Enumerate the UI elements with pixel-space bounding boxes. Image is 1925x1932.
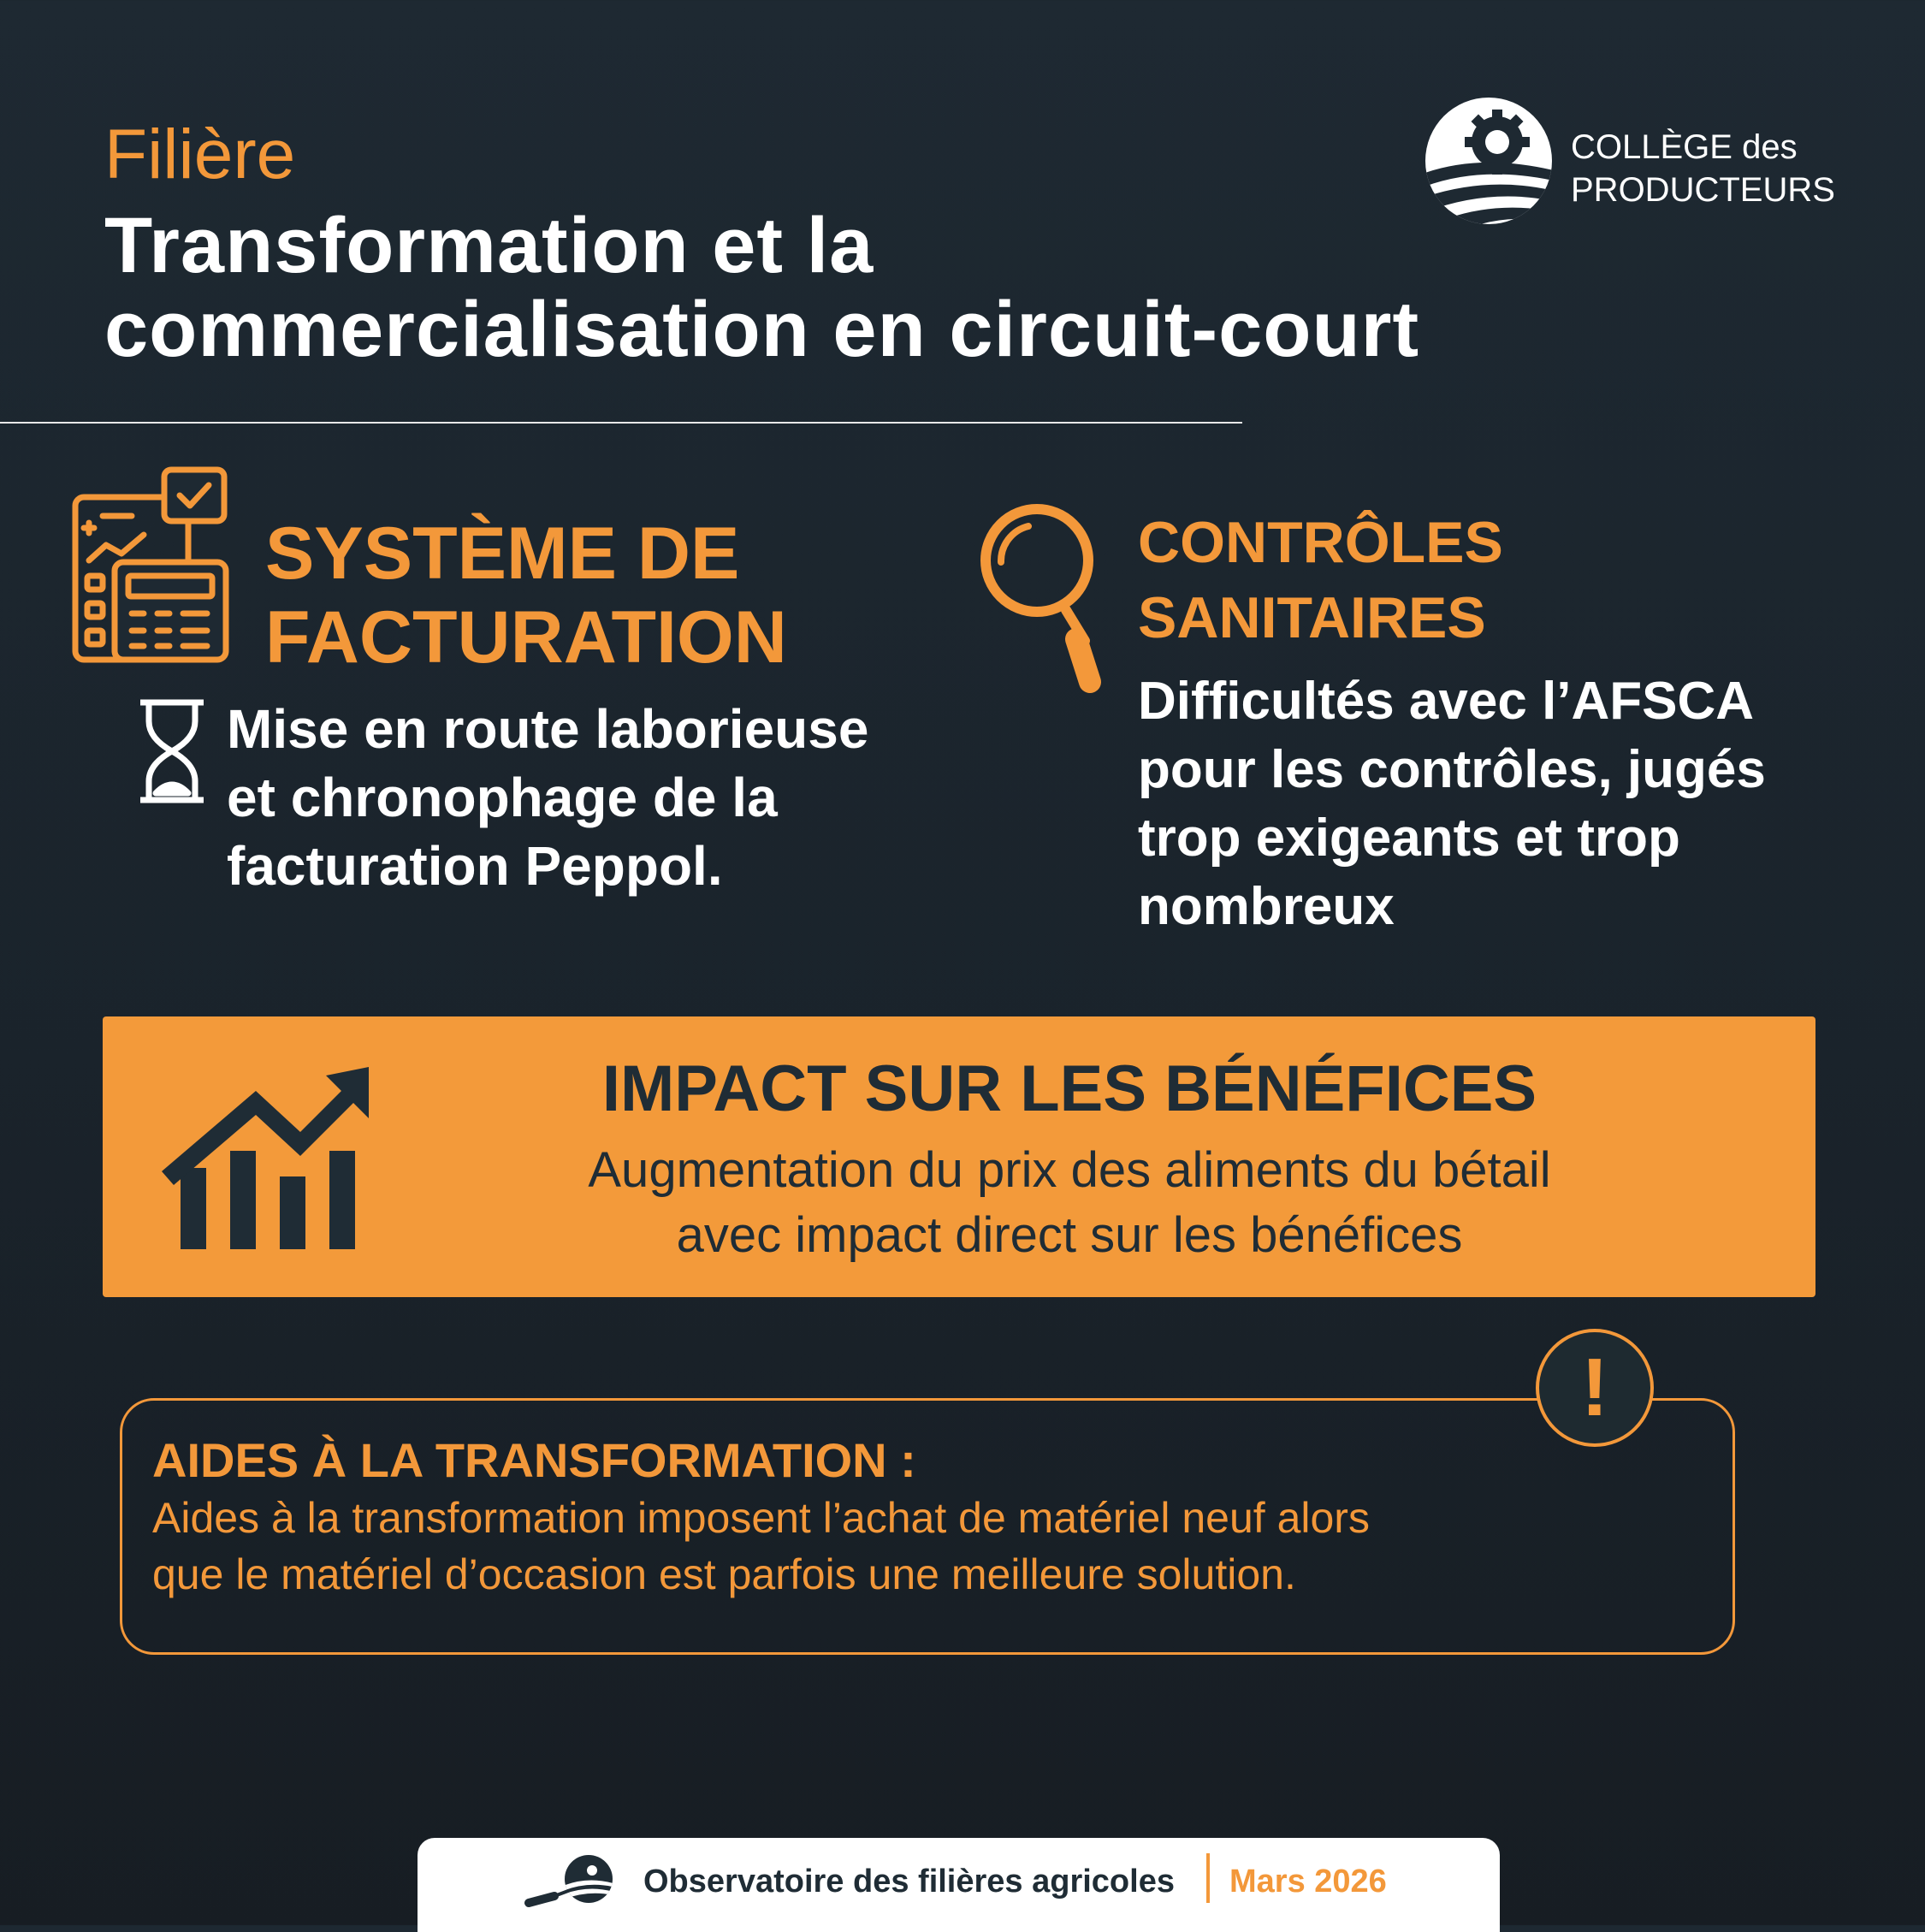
facturation-body [227, 695, 997, 900]
facturation-heading-line-2: FACTURATION [265, 596, 787, 679]
footer-date: Mars 2026 [1229, 1864, 1387, 1899]
logo-text-line-2: PRODUCTEURS [1571, 171, 1835, 209]
controles-body-line-2: pour les contrôles, jugés [1138, 740, 1766, 799]
logo-mark-icon [1420, 92, 1557, 229]
controles-heading [1138, 505, 1503, 655]
aides-heading: AIDES À LA TRANSFORMATION : [152, 1433, 916, 1487]
impact-title: IMPACT SUR LES BÉNÉFICES [601, 1052, 1537, 1125]
controles-body-line-4: nombreux [1138, 877, 1395, 936]
facturation-body-line-3: facturation Peppol. [227, 835, 723, 897]
hourglass-icon [137, 697, 207, 805]
facturation-heading-line-1: SYSTÈME DE [265, 513, 740, 595]
divider [0, 422, 1242, 424]
aides-body [152, 1490, 1692, 1603]
controles-body-line-3: trop exigeants et trop [1138, 809, 1680, 868]
impact-body-line-1: Augmentation du prix des aliments du bétail [588, 1142, 1551, 1198]
facturation-body-line-1: Mise en route laborieuse [227, 698, 869, 760]
logo-text-line-1: COLLÈGE des [1571, 128, 1798, 166]
aides-body-line-2: que le matériel d’occasion est parfois une meilleure solution. [152, 1550, 1296, 1598]
college-logo [1420, 92, 1848, 238]
alert-icon [1536, 1329, 1654, 1447]
alert-symbol: ! [1581, 1342, 1608, 1433]
invoice-calculator-icon [72, 466, 234, 667]
footer-separator [1206, 1853, 1210, 1903]
impact-body [368, 1138, 1771, 1268]
facturation-heading [265, 512, 787, 679]
kicker: Filière [104, 116, 296, 193]
controles-body [1138, 667, 1912, 941]
title-line-1: Transformation et la [104, 202, 874, 289]
footer-text: Observatoire des filières agricoles [643, 1864, 1175, 1899]
impact-body-line-2: avec impact direct sur les bénéfices [676, 1207, 1463, 1263]
controles-body-line-1: Difficultés avec l’AFSCA [1138, 672, 1755, 731]
title-line-2: commercialisation en circuit-court [104, 286, 1420, 373]
facturation-body-line-2: et chronophage de la [227, 767, 778, 828]
controles-heading-line-2: SANITAIRES [1138, 585, 1486, 650]
magnifier-icon [977, 501, 1105, 693]
observatory-logo-icon [520, 1852, 623, 1913]
growth-chart-icon [158, 1065, 372, 1249]
controles-heading-line-1: CONTRÔLES [1138, 510, 1503, 575]
aides-body-line-1: Aides à la transformation imposent l’achat de matériel neuf alors [152, 1494, 1370, 1542]
